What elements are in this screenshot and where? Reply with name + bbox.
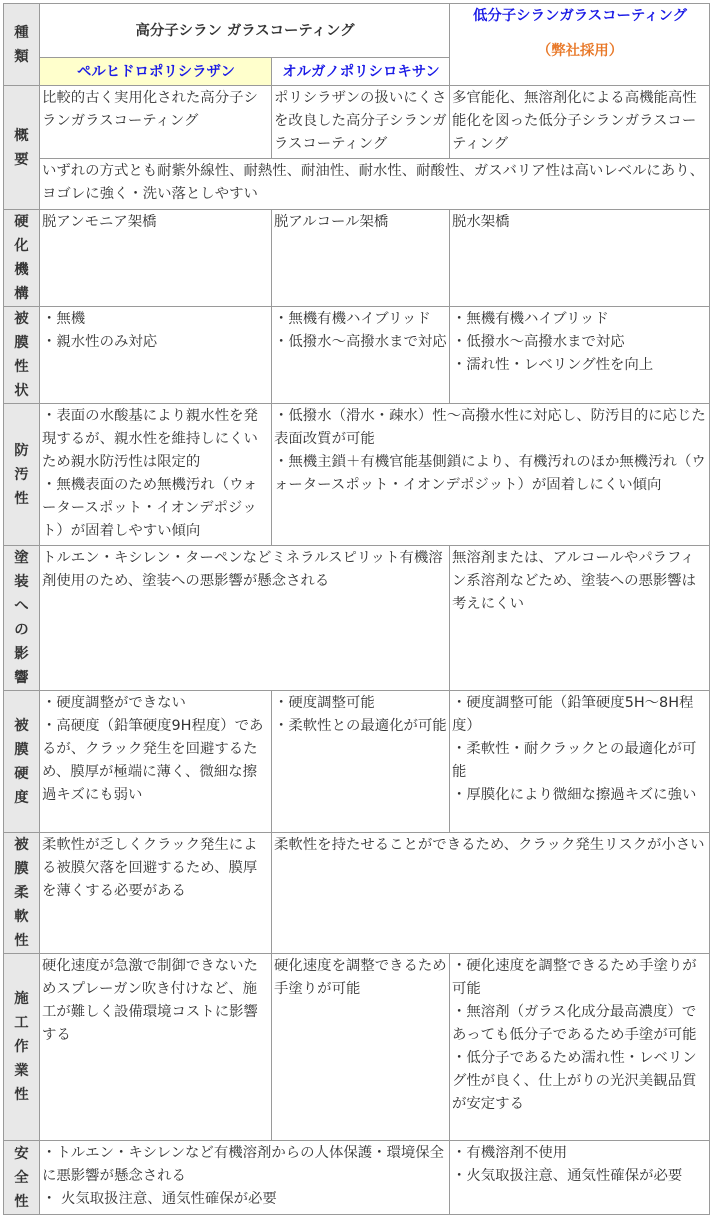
flex-row bbox=[4, 833, 710, 954]
overview-c: 多官能化、無溶剤化による高機能高性能化を図った低分子シランガラスコーティング bbox=[450, 86, 710, 159]
safety-ab-line: ・トルエン・キシレンなど有機溶剤からの人体保護・環境保全に悪影響が懸念される bbox=[42, 1145, 445, 1184]
paint-ab: トルエン・キシレン・ターペンなどミネラルスピリット有機溶剤使用のため、塗装への悪影響が懸念される bbox=[40, 546, 450, 691]
safety-c bbox=[450, 1141, 710, 1215]
safety-ab bbox=[40, 1141, 450, 1215]
film-label: 被膜性状 bbox=[4, 307, 40, 404]
work-c-line: ・硬化速度を調整できるため手塗りが可能 bbox=[452, 958, 697, 997]
cure-row bbox=[4, 210, 710, 307]
hardness-c-line: ・柔軟性・耐クラックとの最適化が可能 bbox=[452, 741, 697, 780]
antifouling-bc bbox=[272, 404, 710, 546]
work-c bbox=[450, 954, 710, 1141]
film-c-line: ・濡れ性・レベリング性を向上 bbox=[452, 357, 654, 373]
film-row bbox=[4, 307, 710, 404]
film-c-line: ・無機有機ハイブリッド bbox=[452, 311, 609, 327]
kind-label: 種類 bbox=[4, 4, 40, 86]
cure-label: 硬化機構 bbox=[4, 210, 40, 307]
work-label: 施工作業性 bbox=[4, 954, 40, 1141]
film-a bbox=[40, 307, 272, 404]
low-molecular-note: （弊社採用） bbox=[536, 43, 624, 59]
work-c-line: ・無溶剤（ガラス化成分最高濃度）であっても低分子であるため手塗が可能 bbox=[452, 1004, 697, 1043]
header-row bbox=[4, 4, 710, 58]
hardness-b-line: ・硬度調整可能 bbox=[274, 695, 375, 711]
antifouling-bc-line: ・無機主鎖＋有機官能基側鎖により、有機汚れのほか無機汚れ（ウォータースポット・イオンデポジット）が固着しにくい傾向 bbox=[274, 454, 706, 493]
film-b-line: ・低撥水～高撥水まで対応 bbox=[274, 334, 447, 350]
comparison-table bbox=[3, 3, 710, 1215]
perhydropolysilazane-header: ペルヒドロポリシラザン bbox=[40, 58, 272, 86]
overview-b: ポリシラザンの扱いにくさを改良した高分子シランガラスコーティング bbox=[272, 86, 450, 159]
cure-a: 脱アンモニア架橋 bbox=[40, 210, 272, 307]
hardness-label: 被膜硬度 bbox=[4, 691, 40, 833]
safety-row bbox=[4, 1141, 710, 1215]
work-b: 硬化速度を調整できるため手塗りが可能 bbox=[272, 954, 450, 1141]
antifouling-label: 防汚性 bbox=[4, 404, 40, 546]
flex-bc: 柔軟性を持たせることができるため、クラック発生リスクが小さい bbox=[272, 833, 710, 954]
paint-c: 無溶剤または、アルコールやパラフィン系溶剤などため、塗装への悪影響は考えにくい bbox=[450, 546, 710, 691]
low-molecular-title: 低分子シランガラスコーティング bbox=[473, 8, 687, 24]
film-b-line: ・無機有機ハイブリッド bbox=[274, 311, 431, 327]
antifouling-bc-line: ・低撥水（滑水・疎水）性～高撥水性に対応し、防汚目的に応じた表面改質が可能 bbox=[274, 408, 706, 447]
flex-label: 被膜柔軟性 bbox=[4, 833, 40, 954]
overview-common: いずれの方式とも耐紫外線性、耐熱性、耐油性、耐水性、耐酸性、ガスバリア性は高いレベルにあり、ヨゴレに強く・洗い落としやすい bbox=[40, 159, 710, 210]
antifouling-row bbox=[4, 404, 710, 546]
film-a-line: ・親水性のみ対応 bbox=[42, 334, 158, 350]
safety-label: 安全性 bbox=[4, 1141, 40, 1215]
hardness-c bbox=[450, 691, 710, 833]
overview-common-row bbox=[4, 159, 710, 210]
flex-a: 柔軟性が乏しくクラック発生による被膜欠落を回避するため、膜厚を薄くする必要がある bbox=[40, 833, 272, 954]
work-a: 硬化速度が急激で制御できないためスプレーガン吹き付けなど、施工が難しく設備環境コストに影響する bbox=[40, 954, 272, 1141]
antifouling-a-line: ・表面の水酸基により親水性を発現するが、親水性を維持しにくいため親水防汚性は限定的 bbox=[42, 408, 258, 470]
work-c-line: ・低分子であるため濡れ性・レベリング性が良く、仕上がりの光沢美観品質が安定する bbox=[452, 1050, 697, 1112]
hardness-a-line: ・硬度調整ができない bbox=[42, 695, 186, 711]
organopolysiloxane-header: オルガノポリシロキサン bbox=[272, 58, 450, 86]
safety-c-line: ・火気取扱注意、通気性確保が必要 bbox=[452, 1168, 683, 1184]
high-molecular-group-header: 高分子シラン ガラスコーティング bbox=[40, 4, 450, 58]
antifouling-a-line: ・無機表面のため無機汚れ（ウォータースポット・イオンデポジット）が固着しやすい傾向 bbox=[42, 477, 258, 539]
safety-ab-line: ・ 火気取扱注意、通気性確保が必要 bbox=[42, 1191, 277, 1207]
hardness-c-line: ・厚膜化により微細な擦過キズに強い bbox=[452, 787, 697, 803]
paint-row bbox=[4, 546, 710, 691]
overview-label: 概要 bbox=[4, 86, 40, 210]
cure-b: 脱アルコール架橋 bbox=[272, 210, 450, 307]
hardness-b-line: ・柔軟性との最適化が可能 bbox=[274, 718, 447, 734]
low-molecular-header bbox=[450, 4, 710, 86]
film-c bbox=[450, 307, 710, 404]
work-row bbox=[4, 954, 710, 1141]
safety-c-line: ・有機溶剤不使用 bbox=[452, 1145, 568, 1161]
film-b bbox=[272, 307, 450, 404]
overview-a: 比較的古く実用化された高分子シランガラスコーティング bbox=[40, 86, 272, 159]
hardness-row bbox=[4, 691, 710, 833]
film-c-line: ・低撥水～高撥水まで対応 bbox=[452, 334, 625, 350]
hardness-c-line: ・硬度調整可能（鉛筆硬度5H～8H程度） bbox=[452, 695, 694, 734]
overview-row bbox=[4, 86, 710, 159]
film-a-line: ・無機 bbox=[42, 311, 86, 327]
antifouling-a bbox=[40, 404, 272, 546]
paint-label: 塗装への影響 bbox=[4, 546, 40, 691]
hardness-a bbox=[40, 691, 272, 833]
hardness-b bbox=[272, 691, 450, 833]
cure-c: 脱水架橋 bbox=[450, 210, 710, 307]
hardness-a-line: ・高硬度（鉛筆硬度9H程度）であるが、クラック発生を回避するため、膜厚が極端に薄く、微細な擦過キズにも弱い bbox=[42, 718, 264, 803]
